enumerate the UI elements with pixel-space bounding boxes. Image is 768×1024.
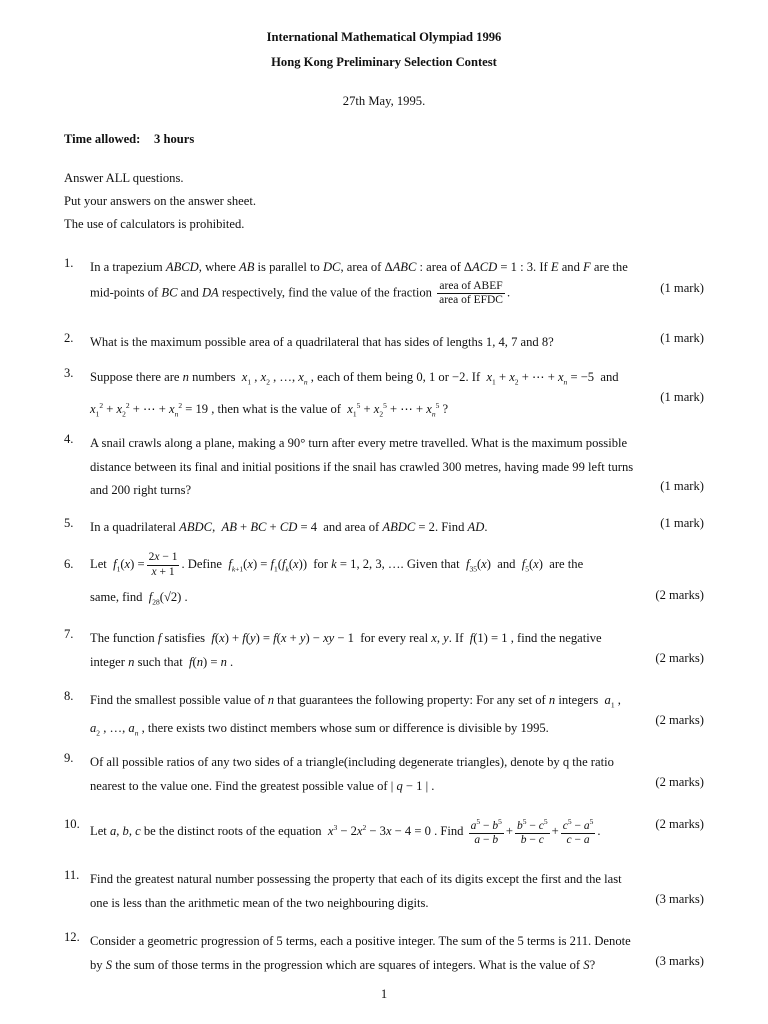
question-text [90, 331, 634, 355]
question-text: In a trapezium ABCD, where AB is parallel to DC, area of ΔABC : area of ΔACD = 1 : 3. If E and F are the mid-points of BC and DA respectively, find the value of the fraction $\frac{\text{area of ABEF}}{\text{area of EFDC}}$ . [90, 260, 628, 306]
question-text: Find the smallest possible value of n that guarantees the following property: For any set of n integers $a_1$ , $a_2$ , …, $a_n$ , there exists two distinct members whose sum or difference is divisible by 1995. [90, 693, 621, 738]
mark-label: (2 marks) [655, 588, 704, 602]
mark-label: (3 marks) [655, 892, 704, 906]
question-number: 8. [64, 689, 74, 703]
question-number: 10. [64, 817, 80, 831]
fraction: $\frac{b^5 - c^5}{b - c}$ [516, 816, 548, 846]
title-line-1: International Mathematical Olympiad 1996 [266, 30, 502, 44]
mark-label: (2 marks) [655, 651, 704, 665]
contest-date: 27th May, 1995. [342, 94, 426, 108]
question-text [90, 868, 634, 915]
mark-label: (1 mark) [660, 516, 704, 530]
question-number: 5. [64, 516, 74, 530]
question-line: Consider a geometric progression of 5 terms, each a positive integer. The sum of the 5 terms is 211. Denote [90, 934, 631, 948]
title-line-2: Hong Kong Preliminary Selection Contest [271, 55, 497, 69]
question-text: Let $f_1(x)$ = $\frac{2x - 1}{x + 1}$ . Define $f_{k+1}(x) = f_1(f_k(x))$ for k = 1, 2, 3, …. Given that $f_{35}(x)$ and $f_5(x)$ are the same, find $f_{28}(√2)$ . [90, 551, 584, 607]
question-text: Let a, b, c be the distinct roots of the equation $x^3 - 2x^2 - 3x - 4 = 0$ . Find $\frac{a^5 - b^5}{a - b}$ + $\frac{b^5 - c^5}{b - c}$ + $\frac{c^5 - a^5}{c - a}$ . [90, 816, 601, 846]
mark-label: (1 mark) [660, 390, 704, 404]
fraction: $\frac{a^5 - b^5}{a - b}$ [470, 816, 502, 846]
question-number: 4. [64, 432, 74, 446]
fraction-denominator: area of EFDC [439, 293, 503, 306]
question-line: Of all possible ratios of any two sides of a triangle(including degenerate triangles), denote by q the ratio [90, 755, 614, 769]
question-text: Of all possible ratios of any two sides of a triangle(including degenerate triangles), denote by q the ratio nearest to the value one. Find the greatest possible value of | q − 1 | . [90, 751, 634, 798]
question-number: 6. [64, 557, 74, 571]
question-number: 12. [64, 930, 80, 944]
time-allowed-value: 3 hours [154, 132, 195, 146]
question-line: one is less than the arithmetic mean of the two neighbouring digits. [90, 895, 429, 910]
question-line: distance between its final and initial positions if the snail has crawled 300 metres, having made 99 left turns [90, 459, 634, 474]
instruction-3: The use of calculators is prohibited. [64, 217, 245, 231]
mark-label: (1 mark) [660, 281, 704, 295]
question-number: 7. [64, 627, 74, 641]
instruction-1: Answer ALL questions. [64, 171, 184, 185]
fraction: $\frac{2x - 1}{x + 1}$ [148, 551, 178, 578]
question-text [90, 432, 634, 503]
mark-label: (3 marks) [655, 954, 704, 968]
question-line: and 200 right turns? [90, 483, 192, 497]
mark-label: (1 mark) [660, 331, 704, 345]
time-allowed-label: Time allowed: [64, 132, 141, 146]
fraction: $\frac{c^5 - a^5}{c - a}$ [562, 816, 594, 846]
question-text: The function f satisfies f(x) + f(y) = f(x + y) − xy − 1 for every real x, y. If f(1) = 1 , find the negative integer n such that f(n) = n . [90, 631, 602, 669]
question-text: Consider a geometric progression of 5 terms, each a positive integer. The sum of the 5 terms is 211. Denote by S the sum of those terms in the progression which are squares of integers. What is the value of S? [90, 930, 634, 977]
mark-label: (2 marks) [655, 713, 704, 727]
instruction-2: Put your answers on the answer sheet. [64, 194, 257, 208]
question-text: In a quadrilateral ABDC, AB + BC + CD = 4 and area of ABDC = 2. Find AD. [90, 520, 488, 534]
mark-label: (1 mark) [660, 479, 704, 493]
question-number: 11. [64, 868, 80, 882]
question-number: 9. [64, 751, 74, 765]
mark-label: (2 marks) [655, 817, 704, 831]
fraction [437, 280, 505, 307]
question-number: 2. [64, 331, 74, 345]
question-line: Find the greatest natural number possessing the property that each of its digits except the first and the last [90, 872, 622, 886]
mark-label: (2 marks) [655, 775, 704, 789]
question-line: What is the maximum possible area of a quadrilateral that has sides of lengths 1, 4, 7 and 8? [90, 335, 554, 349]
question-line: A snail crawls along a plane, making a 90° turn after every metre travelled. What is the maximum possible [90, 436, 628, 450]
fraction-numerator: area of ABEF [437, 280, 505, 294]
page-number: 1 [380, 987, 388, 1001]
question-text: Suppose there are n numbers $x_1$ , $x_2$ , …, $x_n$ , each of them being 0, 1 or −2. If $x_1 + x_2$ + ⋯ + $x_n = -5$ and $x_1^2 + x_2^2$ + ⋯ + $x_n^2 = 19$ , then what is the value of $x_1^5 + x_2^5$ + ⋯ + $x_n^5$ ? [90, 370, 619, 419]
question-number: 3. [64, 366, 74, 380]
question-number: 1. [64, 256, 74, 270]
